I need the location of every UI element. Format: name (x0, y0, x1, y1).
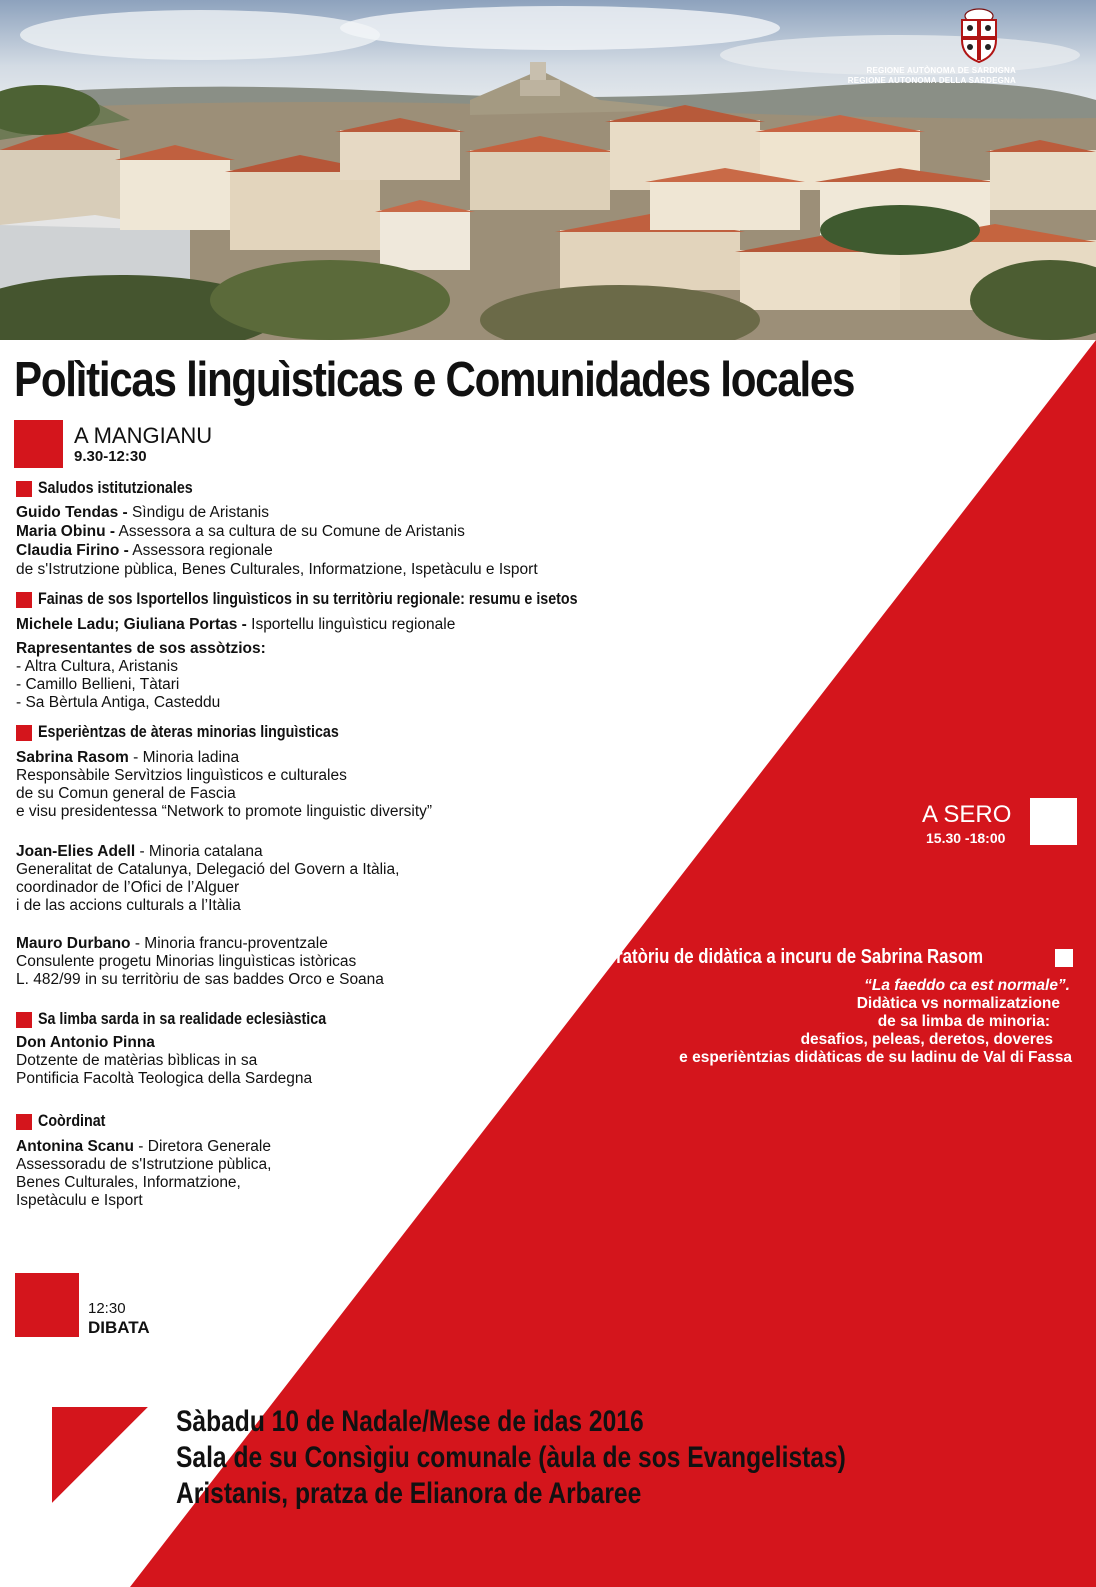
speaker-line: Maria Obinu - Assessora a sa cultura de su Comune de Aristanis (16, 523, 465, 540)
section-heading: Sa limba sarda in sa realidade eclesiàstica (38, 1009, 327, 1028)
speaker-line: L. 482/99 in su territòriu de sas baddes Orco e Soana (16, 971, 384, 988)
speaker-line: Responsàbile Servìtzios linguìsticos e culturales (16, 767, 347, 784)
speaker-line: - Camillo Bellieni, Tàtari (16, 676, 180, 693)
morning-square (14, 420, 63, 468)
debate-label: DIBATA (88, 1318, 150, 1337)
section-heading: Coòrdinat (38, 1111, 106, 1130)
section-heading: Saludos istitutzionales (38, 478, 193, 497)
speaker-line: Michele Ladu; Giuliana Portas - Isportellu linguìsticu regionale (16, 616, 456, 633)
debate-time: 12:30 (88, 1300, 126, 1317)
section-bullet (16, 725, 32, 741)
speaker-line: e visu presidentessa “Network to promote linguistic diversity” (16, 803, 433, 820)
speaker-line: Dotzente de matèrias bìblicas in sa (16, 1052, 258, 1069)
lab-bullet (1055, 949, 1073, 967)
footer-venue: Sala de su Consìgiu comunale (àula de sos Evangelistas) (176, 1441, 846, 1474)
speaker-line: de su Comun general de Fascia (16, 785, 236, 802)
speaker-line: de s'Istrutzione pùblica, Benes Culturales, Informatzione, Ispetàculu e Isport (16, 561, 538, 578)
speaker-line: Benes Culturales, Informatzione, (16, 1174, 241, 1191)
lab-line: e esperièntzias didàticas de su ladinu de Val di Fassa (679, 1049, 1072, 1066)
coat-of-arms-icon (952, 6, 1006, 60)
speaker-line: Don Antonio Pinna (16, 1034, 155, 1051)
afternoon-label: A SERO (922, 801, 1012, 828)
speaker-line: Antonina Scanu - Diretora Generale (16, 1138, 271, 1155)
speaker-line: - Altra Cultura, Aristanis (16, 658, 178, 675)
speaker-line: - Sa Bèrtula Antiga, Casteddu (16, 694, 221, 711)
section-bullet (16, 481, 32, 497)
morning-time: 9.30-12:30 (74, 448, 147, 465)
section-bullet (16, 592, 32, 608)
lab-quote: “La faeddo ca est normale”. (864, 977, 1070, 994)
section-heading: Fainas de sos Isportellos linguìsticos in su territòriu regionale: resumu e isetos (38, 589, 578, 608)
speaker-line: Ispetàculu e Isport (16, 1192, 143, 1209)
region-logo (842, 6, 1016, 86)
speaker-line: Rapresentantes de sos assòtzios: (16, 640, 266, 657)
speaker-line: Sabrina Rasom - Minoria ladina (16, 749, 240, 766)
section-bullet (16, 1012, 32, 1028)
debate-square (15, 1273, 79, 1337)
footer-corner-mark (52, 1407, 148, 1503)
section-bullet (16, 1114, 32, 1130)
speaker-line: Guido Tendas - Sìndigu de Aristanis (16, 504, 269, 521)
lab-line: de sa limba de minoria: (877, 1013, 1050, 1030)
speaker-line: Mauro Durbano - Minoria francu-proventzale (16, 935, 328, 952)
afternoon-square (1030, 798, 1077, 845)
speaker-line: i de las accions culturals a l’Itàlia (16, 897, 241, 914)
speaker-line: Claudia Firino - Assessora regionale (16, 542, 273, 559)
lab-description (510, 977, 1070, 1067)
speaker-line: Assessoradu de s'Istrutzione pùblica, (16, 1156, 272, 1173)
speaker-line: Pontificia Facoltà Teologica della Sardegna (16, 1070, 313, 1087)
morning-label: A MANGIANU (74, 423, 213, 448)
speaker-line: coordinador de l’Ofici de l’Alguer (16, 879, 240, 896)
afternoon-time: 15.30 -18:00 (926, 830, 1006, 846)
logo-line-1: REGIONE AUTÒNOMA DE SARDIGNA (866, 66, 1016, 75)
logo-line-2: REGIONE AUTONOMA DELLA SARDEGNA (847, 76, 1016, 85)
lab-line: Didàtica vs normalizatzione (856, 995, 1060, 1012)
footer-address: Aristanis, pratza de Elianora de Arbaree (176, 1477, 642, 1510)
speaker-line: Generalitat de Catalunya, Delegació del Govern a Itàlia, (16, 861, 400, 878)
lab-heading: Laboratòriu de didàtica a incuru de Sabrina Rasom (576, 946, 984, 968)
page-title: Polìticas linguìsticas e Comunidades locales (14, 353, 855, 407)
footer-date: Sàbadu 10 de Nadale/Mese de idas 2016 (176, 1405, 644, 1438)
speaker-line: Joan-Elies Adell - Minoria catalana (16, 843, 263, 860)
speaker-line: Consulente progetu Minorias linguìsticas istòricas (16, 953, 357, 970)
section-heading: Esperièntzas de àteras minorias linguìsticas (38, 722, 339, 741)
lab-line: desafios, peleas, deretos, doveres (800, 1031, 1053, 1048)
